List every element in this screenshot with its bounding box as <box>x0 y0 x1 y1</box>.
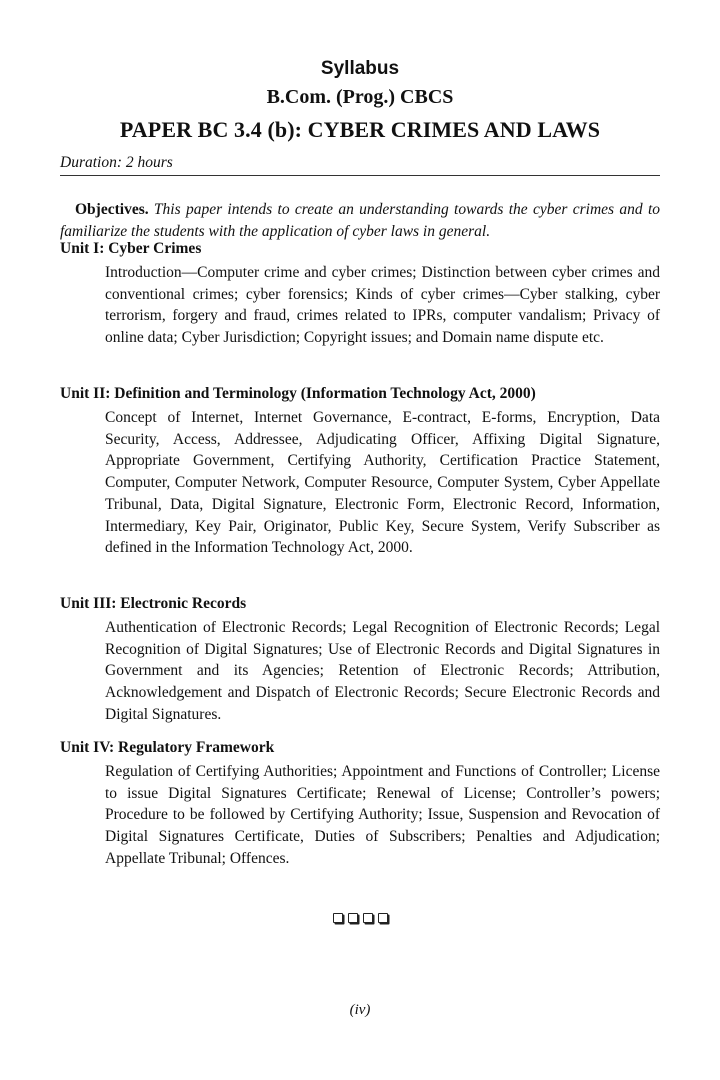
end-of-section-ornament <box>60 913 660 923</box>
hollow-square-ornament-icon <box>378 913 388 923</box>
unit-body: Concept of Internet, Internet Governance, E-contract, E-forms, Encryption, Data Security, Access, Addressee, Adjudicating Officer, Affixing Digital Signature, Appropriate Government, Certifying Authority, Certification Practice Statement, Computer, Computer Network, Computer Resource, Computer System, Cyber Appellate Tribunal, Data, Digital Signature, Electronic Form, Electronic Record, Information, Intermediary, Key Pair, Originator, Public Key, Secure System, Verify Subscriber as defined in the Information Technology Act, 2000. <box>105 409 660 557</box>
unit-body: Regulation of Certifying Authorities; Appointment and Functions of Controller; License to issue Digital Signatures Certificate; Renewal of License; Controller’s powers; Procedure to be followed by Certifying Authority; Issue, Suspension and Revocation of Digital Signatures Certificate, Duties of Subscribers; Penalties and Adjudication; Appellate Tribunal; Offences. <box>105 763 660 867</box>
hollow-square-ornament-icon <box>363 913 373 923</box>
unit-body: Introduction—Computer crime and cyber crimes; Distinction between cyber crimes and conventional crimes; cyber forensics; Kinds of cyber crimes—Cyber stalking, cyber terrorism, forgery and fraud, crimes related to IPRs, computer vandalism; Privacy of online data; Cyber Jurisdiction; Copyright issues; and Domain name dispute etc. <box>105 264 660 347</box>
syllabus-page <box>60 0 660 1080</box>
course-heading: B.Com. (Prog.) CBCS <box>266 86 454 108</box>
page-number: (iv) <box>349 1002 371 1018</box>
unit-title: Unit III: Electronic Records <box>60 595 247 612</box>
objectives-label: Objectives. <box>75 200 149 218</box>
objectives-paragraph <box>60 199 660 243</box>
unit-title: Unit I: Cyber Crimes <box>60 240 202 257</box>
unit-body: Authentication of Electronic Records; Legal Recognition of Electronic Records; Legal Recognition of Digital Signatures; Use of Electronic Records and Digital Signatures in Government and its Agencies; Retention of Electronic Records; Attribution, Acknowledgement and Dispatch of Electronic Records; Secure Electronic Records and Digital Signatures. <box>105 619 660 723</box>
unit-title: Unit II: Definition and Terminology (Information Technology Act, 2000) <box>60 385 536 402</box>
unit-section-4 <box>60 737 660 870</box>
unit-section-3 <box>60 593 660 726</box>
hollow-square-ornament-icon <box>333 913 343 923</box>
header-divider <box>60 175 660 176</box>
unit-title: Unit IV: Regulatory Framework <box>60 739 275 756</box>
unit-section-1 <box>60 238 660 349</box>
objectives-text: This paper intends to create an understanding towards the cyber crimes and to familiarize the students with the application of cyber laws in general. <box>60 200 660 240</box>
duration-text: Duration: 2 hours <box>60 154 173 171</box>
syllabus-heading: Syllabus <box>320 58 400 79</box>
paper-title: PAPER BC 3.4 (b): CYBER CRIMES AND LAWS <box>119 117 601 142</box>
unit-section-2 <box>60 383 660 559</box>
hollow-square-ornament-icon <box>348 913 358 923</box>
